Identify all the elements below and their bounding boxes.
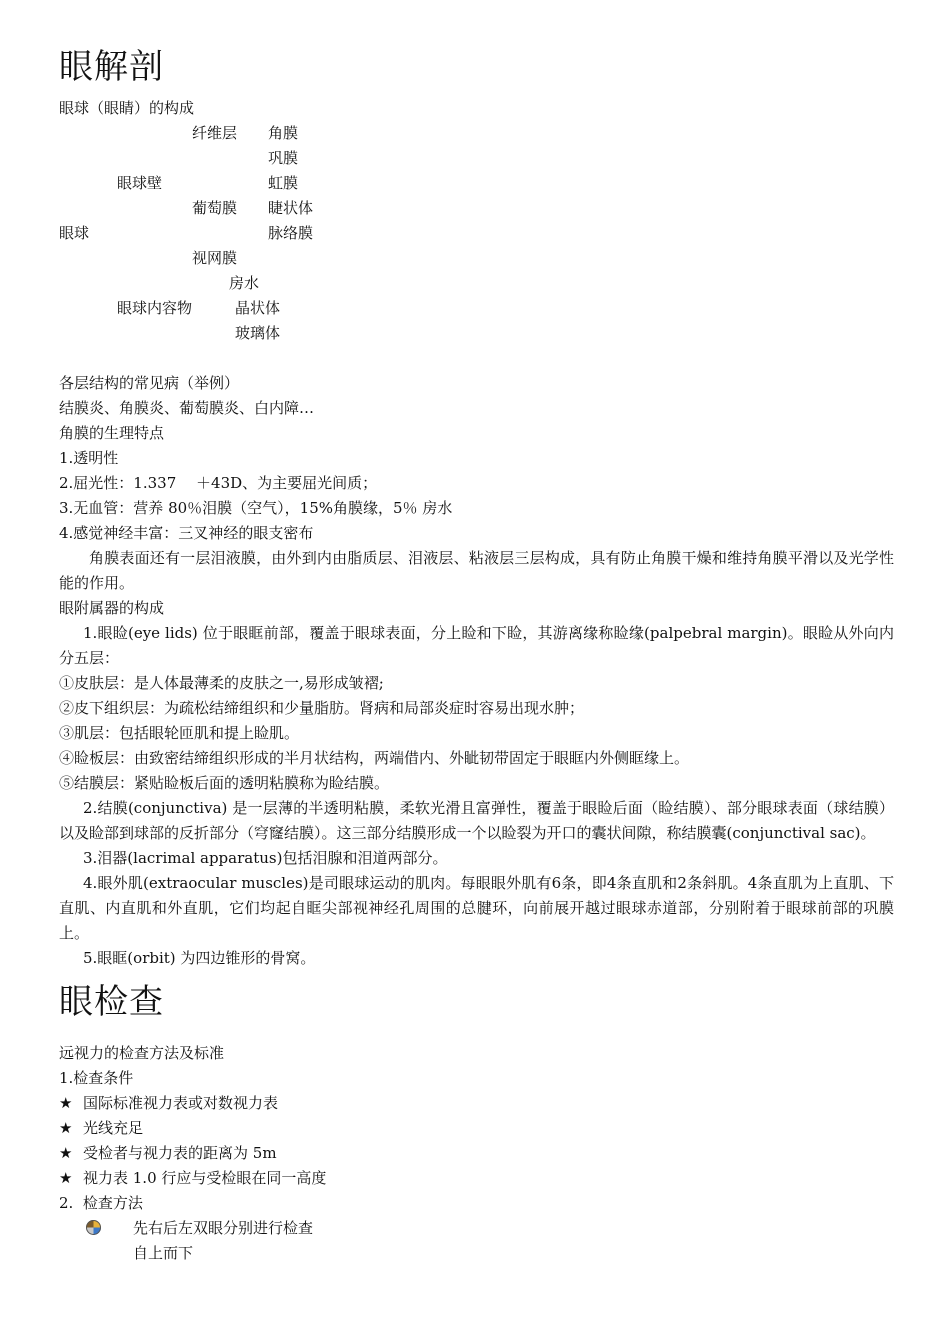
eyelid-layer: ②皮下组织层：为疏松结缔组织和少量脂肪。肾病和局部炎症时容易出现水肿； xyxy=(59,699,585,717)
tree-eyeball-root: 眼球 xyxy=(59,224,90,242)
tear-film-paragraph: 角膜表面还有一层泪液膜，由外到内由脂质层、泪液层、粘液层三层构成，具有防止角膜干燥和维持角膜平滑以及光学性能的作用。 xyxy=(59,549,894,592)
section-title-examination: 眼检查 xyxy=(59,982,164,1022)
eyeball-heading: 眼球（眼睛）的构成 xyxy=(59,99,195,117)
star-icon: ★ xyxy=(59,1144,73,1162)
method-item xyxy=(59,1241,894,1266)
star-icon: ★ xyxy=(59,1094,73,1112)
eyelid-layer: ①皮肤层：是人体最薄柔的皮肤之一,易形成皱褶; xyxy=(59,674,384,692)
lacrimal-paragraph: 3.泪器(lacrimal apparatus)包括泪腺和泪道两部分。 xyxy=(83,849,448,867)
condition-text: 视力表 1.0 行应与受检眼在同一高度 xyxy=(83,1169,327,1187)
orbit-paragraph: 5.眼眶(orbit) 为四边锥形的骨窝。 xyxy=(83,949,316,967)
tree-iris: 虹膜 xyxy=(268,174,299,192)
cornea-heading: 角膜的生理特点 xyxy=(59,424,165,442)
cornea-item: 3.无血管：营养 80％泪膜（空气），15%角膜缘，5％ 房水 xyxy=(59,499,453,517)
method-text: 自上而下 xyxy=(133,1244,194,1262)
section-title-anatomy: 眼解剖 xyxy=(59,47,164,87)
document-page xyxy=(59,38,894,1266)
method-text: 先右后左双眼分别进行检查 xyxy=(133,1219,314,1237)
eyelid-layer: ③肌层：包括眼轮匝肌和提上睑肌。 xyxy=(59,724,300,742)
eyeball-structure-tree xyxy=(59,121,894,371)
tree-sclera: 巩膜 xyxy=(268,149,299,167)
condition-item xyxy=(59,1116,894,1141)
method-item xyxy=(59,1216,894,1241)
tree-retina: 视网膜 xyxy=(192,249,238,267)
vision-heading: 远视力的检查方法及标准 xyxy=(59,1044,225,1062)
adnexa-heading: 眼附属器的构成 xyxy=(59,599,165,617)
tree-cornea: 角膜 xyxy=(268,124,299,142)
condition-text: 国际标准视力表或对数视力表 xyxy=(83,1094,279,1112)
star-icon: ★ xyxy=(59,1169,73,1187)
cornea-item: 4.感觉神经丰富：三叉神经的眼支密布 xyxy=(59,524,314,542)
tree-eyeball-wall: 眼球壁 xyxy=(117,174,163,192)
star-icon: ★ xyxy=(59,1119,73,1137)
tree-eyeball-contents: 眼球内容物 xyxy=(117,299,193,317)
diseases-text: 结膜炎、角膜炎、葡萄膜炎、白内障… xyxy=(59,399,315,417)
eyelid-paragraph: 1.眼睑(eye lids) 位于眼眶前部，覆盖于眼球表面，分上睑和下睑，其游离缘称睑缘(palpebral margin)。眼睑从外向内分五层： xyxy=(59,624,894,667)
method-heading: 2. 检查方法 xyxy=(59,1194,143,1212)
tree-aqueous-humor: 房水 xyxy=(229,274,260,292)
conditions-heading: 1.检查条件 xyxy=(59,1069,134,1087)
eyelid-layer: ⑤结膜层：紧贴睑板后面的透明粘膜称为睑结膜。 xyxy=(59,774,390,792)
tree-vitreous: 玻璃体 xyxy=(235,324,281,342)
condition-text: 光线充足 xyxy=(83,1119,144,1137)
condition-item xyxy=(59,1091,894,1116)
cornea-item: 2.屈光性：1.337 ＋43D、为主要屈光间质； xyxy=(59,474,378,492)
condition-item xyxy=(59,1166,894,1191)
tree-lens: 晶状体 xyxy=(235,299,281,317)
tree-uvea: 葡萄膜 xyxy=(192,199,238,217)
cornea-item: 1.透明性 xyxy=(59,449,119,467)
condition-item xyxy=(59,1141,894,1166)
tree-ciliary-body: 睫状体 xyxy=(268,199,314,217)
diseases-heading: 各层结构的常见病（举例） xyxy=(59,374,240,392)
eyelid-layer: ④睑板层：由致密结缔组织形成的半月状结构，两端借内、外眦韧带固定于眼眶内外侧眶缘上。 xyxy=(59,749,690,767)
tree-choroid: 脉络膜 xyxy=(268,224,314,242)
extraocular-muscles-paragraph: 4.眼外肌(extraocular muscles)是司眼球运动的肌肉。每眼眼外肌有6条，即4条直肌和2条斜肌。4条直肌为上直肌、下直肌、内直肌和外直肌，它们均起自眶尖部视神经孔周围的总腱环，向前展开越过眼球赤道部，分别附着于眼球前部的巩膜上。 xyxy=(59,874,894,942)
condition-text: 受检者与视力表的距离为 5m xyxy=(83,1144,277,1162)
globe-bullet-icon xyxy=(86,1220,101,1235)
tree-fibrous-layer: 纤维层 xyxy=(192,124,238,142)
conjunctiva-paragraph: 2.结膜(conjunctiva) 是一层薄的半透明粘膜，柔软光滑且富弹性，覆盖于眼睑后面（睑结膜）、部分眼球表面（球结膜）以及睑部到球部的反折部分（穹窿结膜）。这三部分结膜形成一个以睑裂为开口的囊状间隙，称结膜囊(conjunctival sac)。 xyxy=(59,799,894,842)
